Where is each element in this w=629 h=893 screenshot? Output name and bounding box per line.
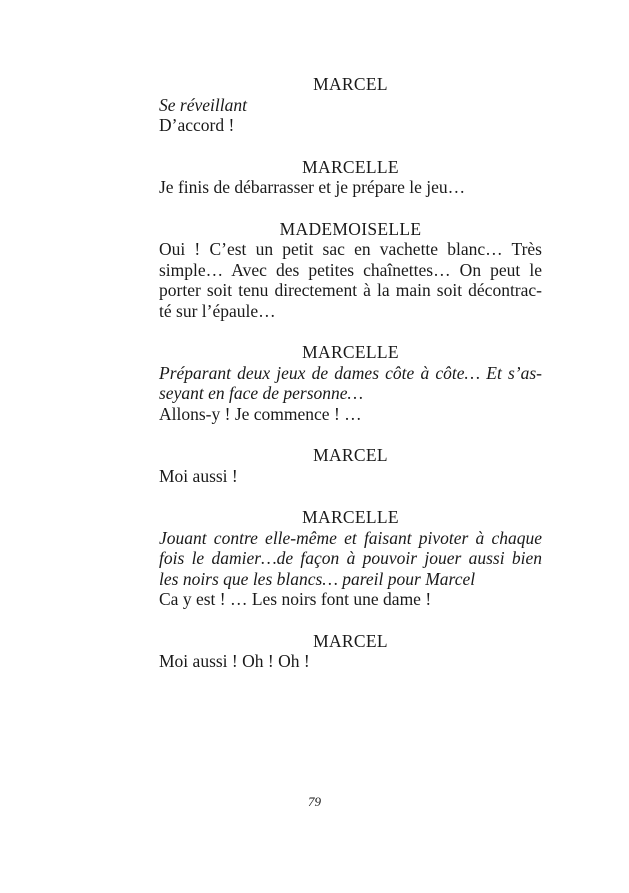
dialogue-line: Ca y est ! … Les noirs font une dame ! [159,589,432,609]
speaker-name: MARCELLE [302,156,399,177]
speaker-name: MARCELLE [302,342,399,362]
dialogue-line: D’accord ! [159,115,235,135]
dialogue-line: Je finis de débarrasser et je prépare le jeu… [159,177,466,197]
stage-direction: Jouant contre elle-même et faisant pivoter à chaque [159,527,542,548]
dialogue-block [159,74,542,136]
stage-direction: Se réveillant [159,94,247,115]
stage-direction: fois le damier…de façon à pouvoir jouer aussi bien [159,548,542,568]
dialogue-block [159,219,542,322]
dialogue-line: Oui ! C’est un petit sac en vachette blanc… Très [159,239,542,259]
dialogue-list [159,74,542,672]
speaker-name: MARCEL [313,630,388,651]
dialogue-block [159,342,542,424]
stage-direction: les noirs que les blancs… pareil pour Marcel [159,568,476,589]
dialogue-line: Moi aussi ! [159,465,238,486]
dialogue-block [159,507,542,610]
speaker-name: MADEMOISELLE [279,218,422,239]
dialogue-line: simple… Avec des petites chaînettes… On peut le [159,259,542,280]
stage-direction: seyant en face de personne… [159,383,364,403]
dialogue-line: Moi aussi ! Oh ! Oh ! [159,651,310,671]
dialogue-line: porter soit tenu directement à la main soit décontrac- [159,280,542,300]
dialogue-line: Allons-y ! Je commence ! … [159,403,362,424]
dialogue-block [159,631,542,672]
speaker-name: MARCELLE [302,507,399,527]
page-number: 79 [308,794,321,809]
dialogue-block [159,157,542,198]
speaker-name: MARCEL [313,74,388,94]
script-page [159,74,542,693]
dialogue-line: té sur l’épaule… [159,300,276,321]
dialogue-block [159,445,542,486]
speaker-name: MARCEL [313,445,388,465]
stage-direction: Préparant deux jeux de dames côte à côte… Et s’as- [159,362,542,383]
